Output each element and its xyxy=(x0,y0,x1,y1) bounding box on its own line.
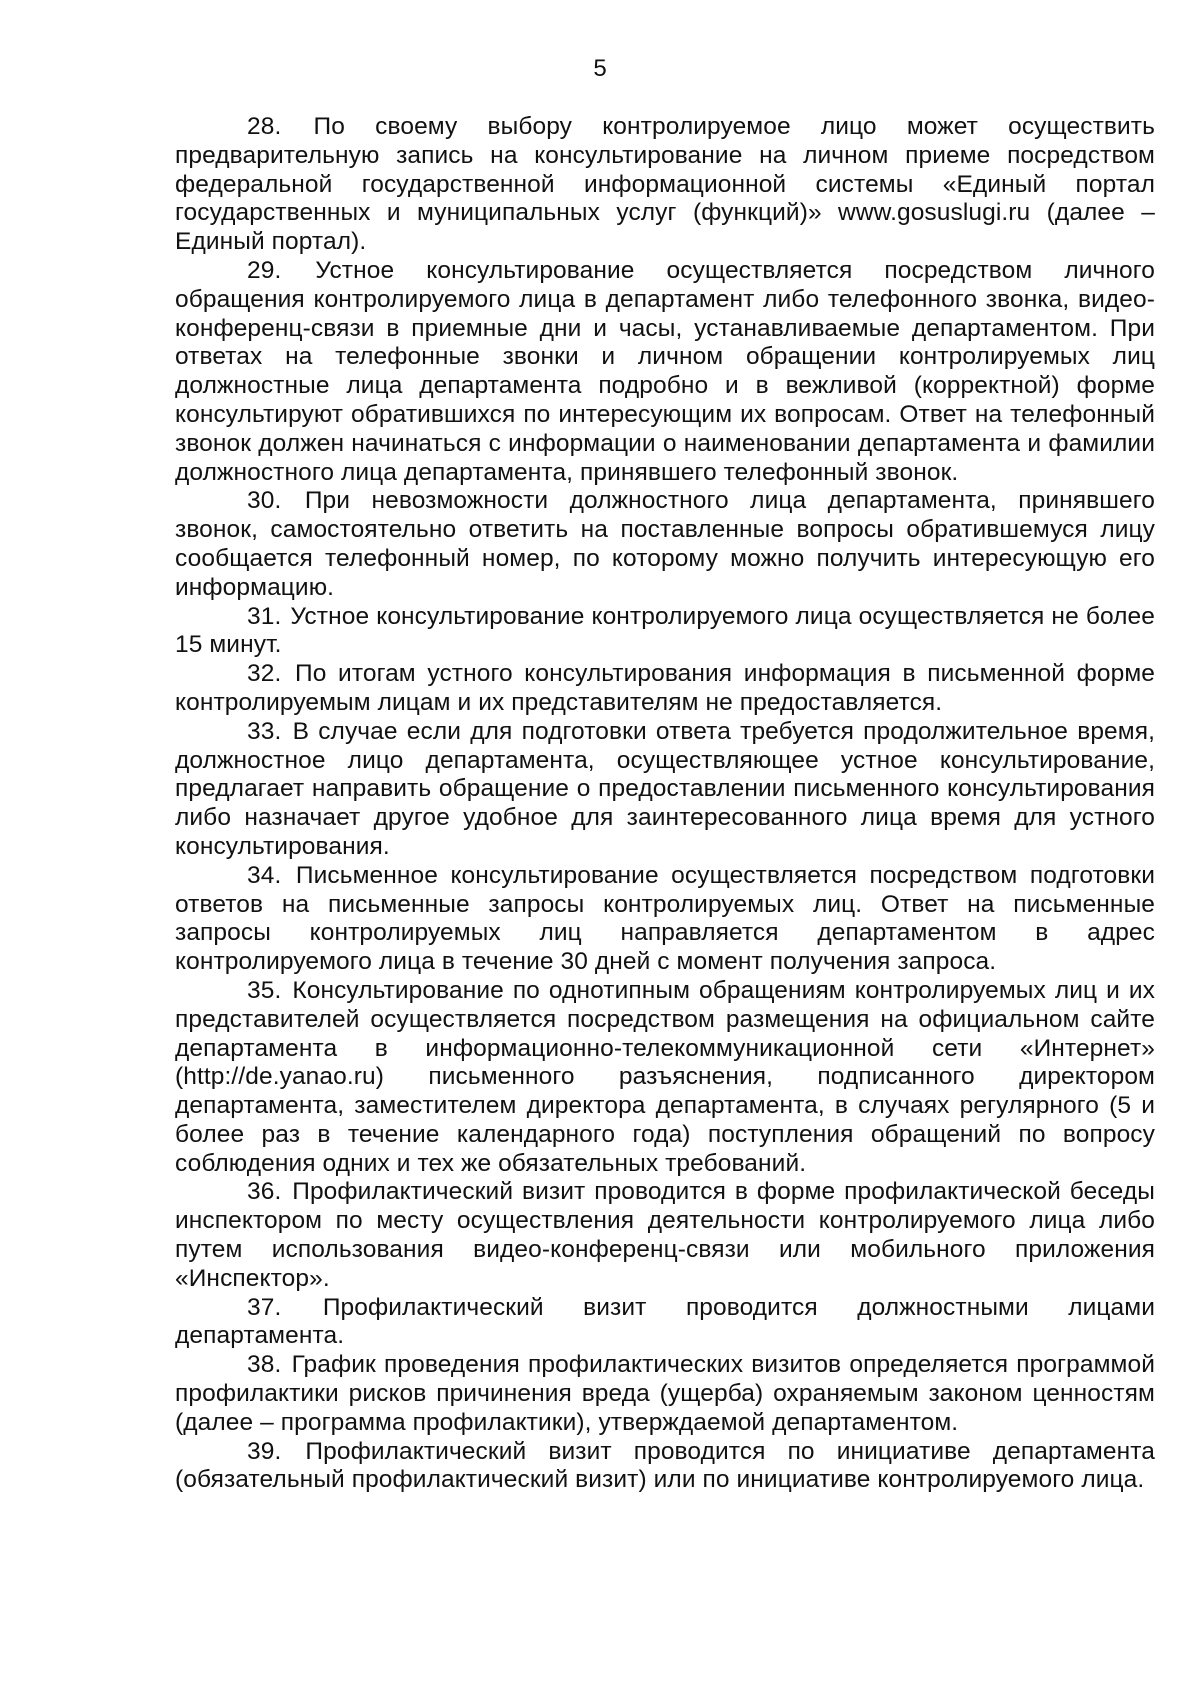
paragraph-text: Профилактический визит проводится по инициативе департамента (обязательный профилактический визит) или по инициативе контролируемого лица. xyxy=(175,1437,1155,1494)
paragraph-number: 38. xyxy=(247,1351,282,1379)
paragraph-text: При невозможности должностного лица департамента, принявшего звонок, самостоятельно ответить на поставленные вопросы обратившемуся лицу сообщается телефонный номер, по которому можно получить интересующую его информацию. xyxy=(175,487,1155,601)
paragraph-33 xyxy=(175,718,1155,862)
paragraph-text: Устное консультирование осуществляется посредством личного обращения контролируемого лица в департамент либо телефонного звонка, видео-конференц-связи в приемные дни и часы, устанавливаемые департаментом. При ответах на телефонные звонки и личном обращении контролируемых лиц должностные лица департамента подробно и в вежливой (корректной) форме консультируют обратившихся по интересующим их вопросам. Ответ на телефонный звонок должен начинаться с информации о наименовании департамента и фамилии должностного лица департамента, принявшего телефонный звонок. xyxy=(175,256,1155,486)
paragraph-number: 32. xyxy=(247,660,282,688)
paragraph-text: График проведения профилактических визитов определяется программой профилактики рисков причинения вреда (ущерба) охраняемым законом ценностям (далее – программа профилактики), утверждаемой департаментом. xyxy=(175,1351,1155,1436)
paragraph-37 xyxy=(175,1294,1155,1352)
paragraph-text: Профилактический визит проводится должностными лицами департамента. xyxy=(175,1293,1155,1350)
paragraph-38 xyxy=(175,1351,1155,1437)
paragraph-number: 31. xyxy=(247,602,282,630)
paragraph-text: Устное консультирование контролируемого лица осуществляется не более 15 минут. xyxy=(175,602,1155,659)
paragraph-number: 28. xyxy=(247,113,282,140)
paragraph-number: 34. xyxy=(247,861,282,889)
paragraph-number: 36. xyxy=(247,1178,282,1206)
paragraph-number: 35. xyxy=(247,976,282,1004)
paragraph-number: 30. xyxy=(247,487,282,515)
paragraph-36 xyxy=(175,1178,1155,1293)
paragraph-35 xyxy=(175,977,1155,1179)
page-number: 5 xyxy=(593,55,607,82)
paragraph-28 xyxy=(175,113,1155,257)
document-body xyxy=(175,113,1155,1495)
paragraph-number: 29. xyxy=(247,256,282,284)
paragraph-29 xyxy=(175,257,1155,487)
paragraph-39 xyxy=(175,1438,1155,1496)
paragraph-32 xyxy=(175,660,1155,718)
paragraph-text: В случае если для подготовки ответа требуется продолжительное время, должностное лицо департамента, осуществляющее устное консультирование, предлагает направить обращение о предоставлении письменного консультирования либо назначает другое удобное для заинтересованного лица время для устного консультирования. xyxy=(175,717,1155,860)
paragraph-30 xyxy=(175,487,1155,602)
paragraph-text: Консультирование по однотипным обращениям контролируемых лиц и их представителей осуществляется посредством размещения на официальном сайте департамента в информационно-телекоммуникационной сети «Интернет» (http://de.yanao.ru) письменного разъяснения, подписанного директором департамента, заместителем директора департамента, в случаях регулярного (5 и более раз в течение календарного года) поступления обращений по вопросу соблюдения одних и тех же обязательных требований. xyxy=(175,976,1155,1177)
paragraph-text: По итогам устного консультирования информация в письменной форме контролируемым лицам и их представителям не предоставляется. xyxy=(175,660,1155,716)
paragraph-text: Письменное консультирование осуществляется посредством подготовки ответов на письменные запросы контролируемых лиц. Ответ на письменные запросы контролируемых лиц направляется департаментом в адрес контролируемого лица в течение 30 дней с момент получения запроса. xyxy=(175,861,1155,976)
paragraph-text: Профилактический визит проводится в форме профилактической беседы инспектором по месту осуществления деятельности контролируемого лица либо путем использования видео-конференц-связи или мобильного приложения «Инспектор». xyxy=(175,1178,1155,1292)
paragraph-number: 33. xyxy=(247,717,282,745)
paragraph-number: 39. xyxy=(247,1437,282,1465)
paragraph-31 xyxy=(175,603,1155,661)
paragraph-number: 37. xyxy=(247,1293,282,1321)
paragraph-text: По своему выбору контролируемое лицо может осуществить предварительную запись на консультирование на личном приеме посредством федеральной государственной информационной системы «Единый портал государственных и муниципальных услуг (функций)» www.gosuslugi.ru (далее – Единый портал). xyxy=(175,113,1155,256)
paragraph-34 xyxy=(175,862,1155,977)
